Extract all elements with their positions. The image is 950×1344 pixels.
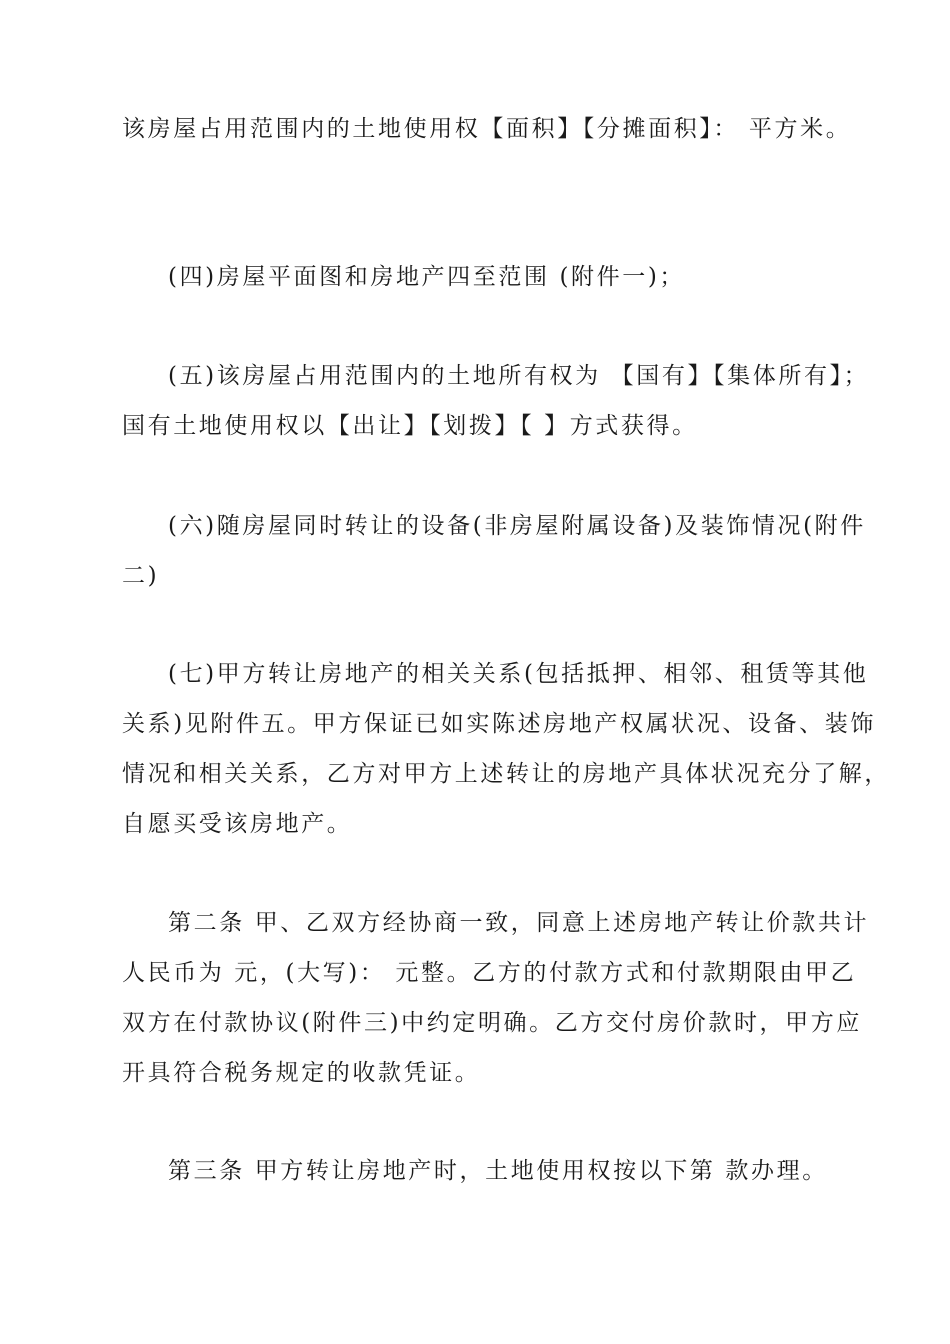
text-line-article-3: 第三条 甲方转让房地产时，土地使用权按以下第 款办理。 [168,1158,828,1184]
text-line-article-2-cont-1: 人民币为 元，(大写)： 元整。乙方的付款方式和付款期限由甲乙 [122,960,857,986]
text-line-item-7-cont-3: 自愿买受该房地产。 [122,811,353,837]
text-line-article-2: 第二条 甲、乙双方经协商一致，同意上述房地产转让价款共计 [168,910,870,936]
text-line-item-5: (五)该房屋占用范围内的土地所有权为 【国有】【集体所有】； [168,363,870,389]
text-line-item-6-cont: 二) [122,563,160,589]
text-line-land-area: 该房屋占用范围内的土地使用权【面积】【分摊面积】： 平方米。 [122,116,852,142]
text-line-item-5-cont: 国有土地使用权以【出让】【划拨】【 】方式获得。 [122,413,698,439]
text-line-item-4: (四)房屋平面图和房地产四至范围 (附件一)； [168,264,686,290]
text-line-item-7-cont-2: 情况和相关关系，乙方对甲方上述转让的房地产具体状况充分了解， [122,761,890,787]
text-line-article-2-cont-3: 开具符合税务规定的收款凭证。 [122,1060,481,1086]
text-line-item-7: (七)甲方转让房地产的相关关系(包括抵押、相邻、租赁等其他 [168,661,869,687]
text-line-article-2-cont-2: 双方在付款协议(附件三)中约定明确。乙方交付房价款时，甲方应 [122,1010,862,1036]
text-line-item-7-cont-1: 关系)见附件五。甲方保证已如实陈述房地产权属状况、设备、装饰 [122,711,876,737]
text-line-item-6: (六)随房屋同时转让的设备(非房屋附属设备)及装饰情况(附件 [168,513,866,539]
